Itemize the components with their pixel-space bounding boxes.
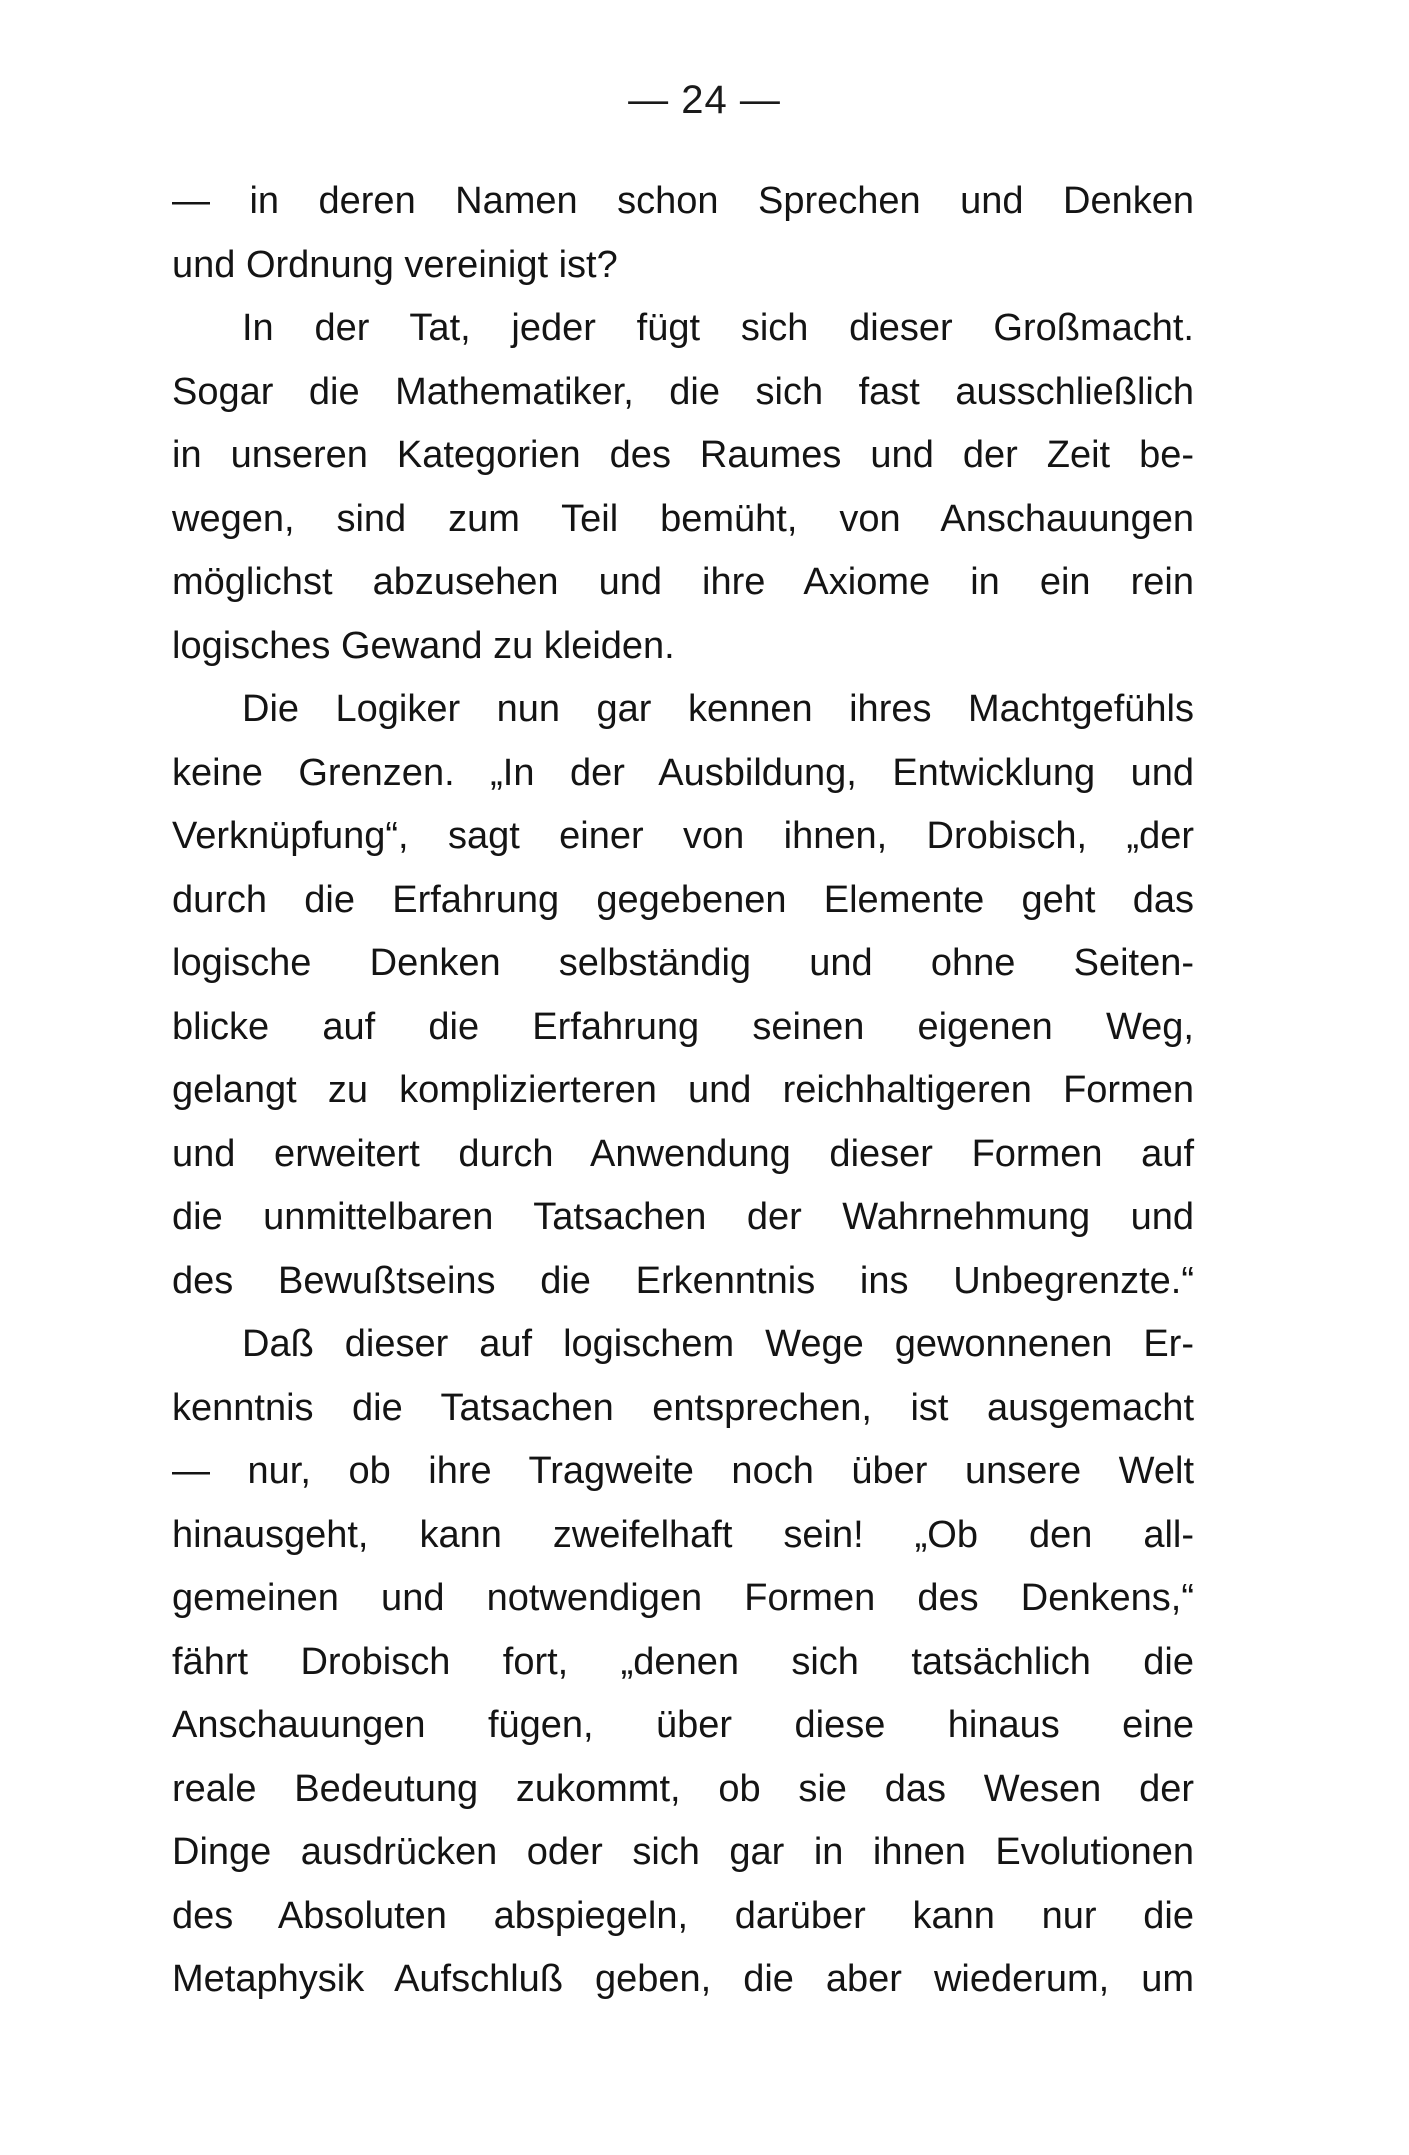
text-line: Sogar die Mathematiker, die sich fast ausschließlich: [172, 370, 1194, 413]
text-line: Daß dieser auf logischem Wege gewonnenen Er-: [242, 1323, 1194, 1365]
page-number: — 24 —: [628, 78, 781, 122]
text-line: blicke auf die Erfahrung seinen eigenen Weg,: [172, 1005, 1194, 1048]
text-line: Die Logiker nun gar kennen ihres Machtgefühls: [242, 688, 1194, 730]
text-line: die unmittelbaren Tatsachen der Wahrnehmung und: [172, 1196, 1194, 1238]
text-line: keine Grenzen. „In der Ausbildung, Entwicklung und: [172, 751, 1194, 794]
text-line: gemeinen und notwendigen Formen des Denkens,“: [172, 1577, 1194, 1619]
body-text: [172, 170, 1194, 2012]
text-line: — nur, ob ihre Tragweite noch über unsere Welt: [172, 1450, 1194, 1492]
text-line: des Absoluten abspiegeln, darüber kann nur die: [172, 1894, 1194, 1937]
text-line: des Bewußtseins die Erkenntnis ins Unbegrenzte.“: [172, 1259, 1194, 1302]
text-line: und erweitert durch Anwendung dieser Formen auf: [172, 1132, 1194, 1175]
text-line: logische Denken selbständig und ohne Seiten-: [172, 942, 1194, 984]
text-line: kenntnis die Tatsachen entsprechen, ist ausgemacht: [172, 1386, 1194, 1429]
text-line: reale Bedeutung zukommt, ob sie das Wesen der: [172, 1767, 1194, 1810]
text-line: Verknüpfung“, sagt einer von ihnen, Drobisch, „der: [172, 815, 1194, 857]
text-line: Metaphysik Aufschluß geben, die aber wiederum, um: [172, 1958, 1194, 2000]
text-line: Anschauungen fügen, über diese hinaus eine: [172, 1704, 1194, 1746]
text-line: fährt Drobisch fort, „denen sich tatsächlich die: [172, 1640, 1194, 1683]
text-line: in unseren Kategorien des Raumes und der Zeit be-: [172, 434, 1194, 476]
text-line: In der Tat, jeder fügt sich dieser Großmacht.: [242, 307, 1194, 349]
text-line: — in deren Namen schon Sprechen und Denken: [172, 180, 1194, 222]
text-line: logisches Gewand zu kleiden.: [172, 624, 675, 667]
text-line: hinausgeht, kann zweifelhaft sein! „Ob den all-: [172, 1513, 1194, 1556]
text-line: wegen, sind zum Teil bemüht, von Anschauungen: [172, 497, 1194, 540]
text-line: gelangt zu komplizierteren und reichhaltigeren Formen: [172, 1069, 1194, 1111]
text-line: möglichst abzusehen und ihre Axiome in ein rein: [172, 561, 1194, 603]
text-line: durch die Erfahrung gegebenen Elemente geht das: [172, 878, 1194, 921]
text-line: Dinge ausdrücken oder sich gar in ihnen Evolutionen: [172, 1831, 1194, 1873]
text-line: und Ordnung vereinigt ist?: [172, 243, 618, 286]
